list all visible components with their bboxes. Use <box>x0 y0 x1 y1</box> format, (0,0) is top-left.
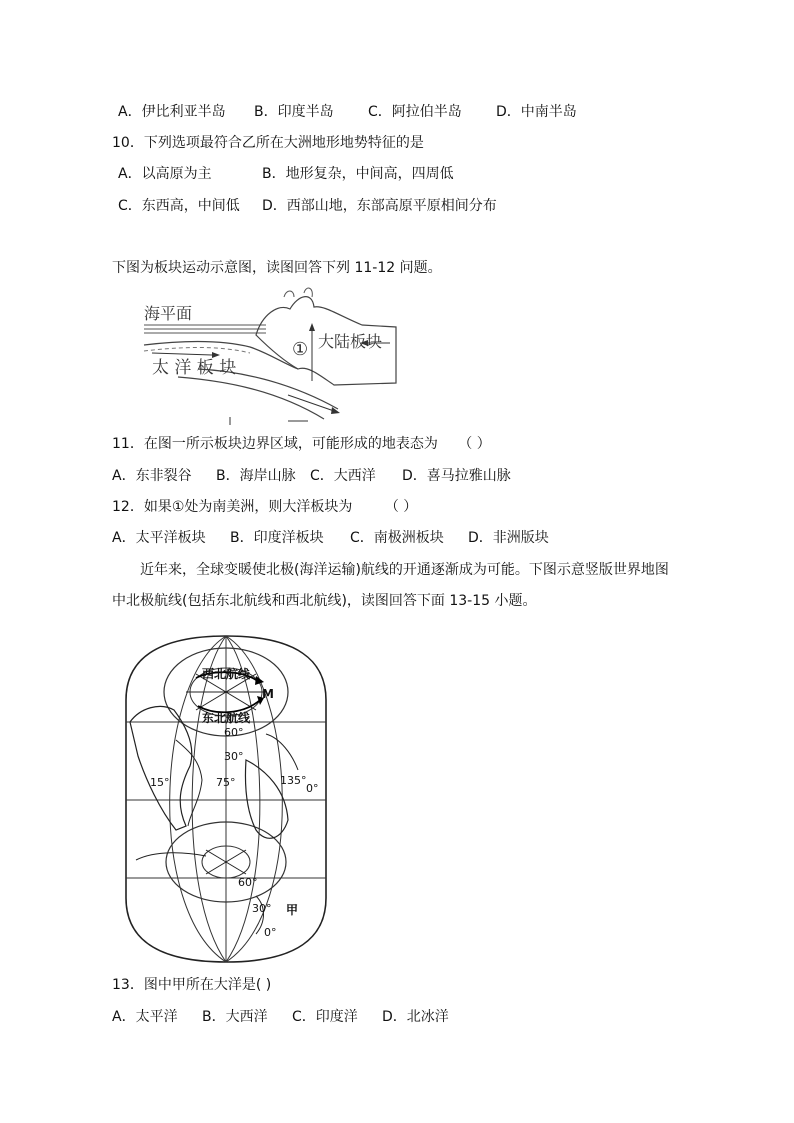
q9-option-b: B．印度半岛 <box>254 104 334 120</box>
q13-option-b: B．大西洋 <box>202 1009 268 1025</box>
label-lat-0: 0° <box>264 926 277 939</box>
label-lat-60n: 60° <box>224 726 244 739</box>
label-continental-plate: 大陆板块 <box>318 332 383 351</box>
world-map-figure <box>116 630 336 968</box>
q13-options <box>112 1007 449 1027</box>
intro-plate-questions: 下图为板块运动示意图，读图回答下列 11-12 问题。 <box>112 260 442 276</box>
label-jia: 甲 <box>286 903 299 917</box>
q11-option-a: A．东非裂谷 <box>112 468 192 484</box>
intro-arctic-line1: 近年来，全球变暖使北极(海洋运输)航线的开通逐渐成为可能。下图示意竖版世界地图 <box>140 562 669 578</box>
q11-answer-blank: （ ） <box>458 436 491 452</box>
q9-option-a: A．伊比利亚半岛 <box>118 104 226 120</box>
q12-options <box>112 528 549 548</box>
q11-stem: 11．在图一所示板块边界区域，可能形成的地表态为 <box>112 436 438 452</box>
q11-option-b: B．海岸山脉 <box>216 468 296 484</box>
q10-option-b: B．地形复杂，中间高，四周低 <box>262 166 454 182</box>
q13-option-d: D．北冰洋 <box>382 1009 449 1025</box>
label-lat-60s: 60° <box>238 876 258 889</box>
q10-options-row1 <box>118 164 454 184</box>
q9-option-c: C．阿拉伯半岛 <box>368 104 462 120</box>
q12-stem-row <box>112 497 417 517</box>
label-lat-30n: 30° <box>224 750 244 763</box>
q13-stem: 13．图中甲所在大洋是( ) <box>112 977 272 993</box>
q13-option-c: C．印度洋 <box>292 1009 358 1025</box>
label-sea-level: 海平面 <box>144 304 193 323</box>
label-lon-135: 135° <box>280 774 307 787</box>
q10-option-a: A．以高原为主 <box>118 166 212 182</box>
label-lon-75: 75° <box>216 776 236 789</box>
q12-option-d: D．非洲版块 <box>468 530 549 546</box>
q10-stem: 10．下列选项最符合乙所在大洲地形地势特征的是 <box>112 135 424 151</box>
label-point-m: M <box>262 687 274 701</box>
label-circle-one: ① <box>292 339 309 360</box>
label-lon-15: 15° <box>150 776 170 789</box>
q11-option-c: C．大西洋 <box>310 468 376 484</box>
q10-options-row2 <box>118 196 497 216</box>
q11-options <box>112 466 511 486</box>
label-northeast-route: 东北航线 <box>202 711 251 725</box>
label-oceanic-plate: 太 洋 板 块 <box>152 358 237 378</box>
q9-option-d: D．中南半岛 <box>496 104 577 120</box>
q10-option-c: C．东西高，中间低 <box>118 198 240 214</box>
q12-stem: 12．如果①处为南美洲，则大洋板块为 <box>112 499 353 515</box>
q12-option-c: C．南极洲板块 <box>350 530 444 546</box>
q12-option-a: A．太平洋板块 <box>112 530 206 546</box>
label-northwest-route: 西北航线 <box>202 667 251 681</box>
q9-options <box>118 102 577 122</box>
q13-option-a: A．太平洋 <box>112 1009 178 1025</box>
q11-stem-row <box>112 434 491 454</box>
label-lon-0: 0° <box>306 782 319 795</box>
plate-motion-figure <box>138 285 408 425</box>
q12-answer-blank: （ ） <box>384 499 418 515</box>
q11-option-d: D．喜马拉雅山脉 <box>402 468 511 484</box>
q10-option-d: D．西部山地，东部高原平原相间分布 <box>262 198 497 214</box>
label-lat-30s: 30° <box>252 902 272 915</box>
q12-option-b: B．印度洋板块 <box>230 530 324 546</box>
intro-arctic-line2: 中北极航线(包括东北航线和西北航线)，读图回答下面 13-15 小题。 <box>112 593 537 609</box>
